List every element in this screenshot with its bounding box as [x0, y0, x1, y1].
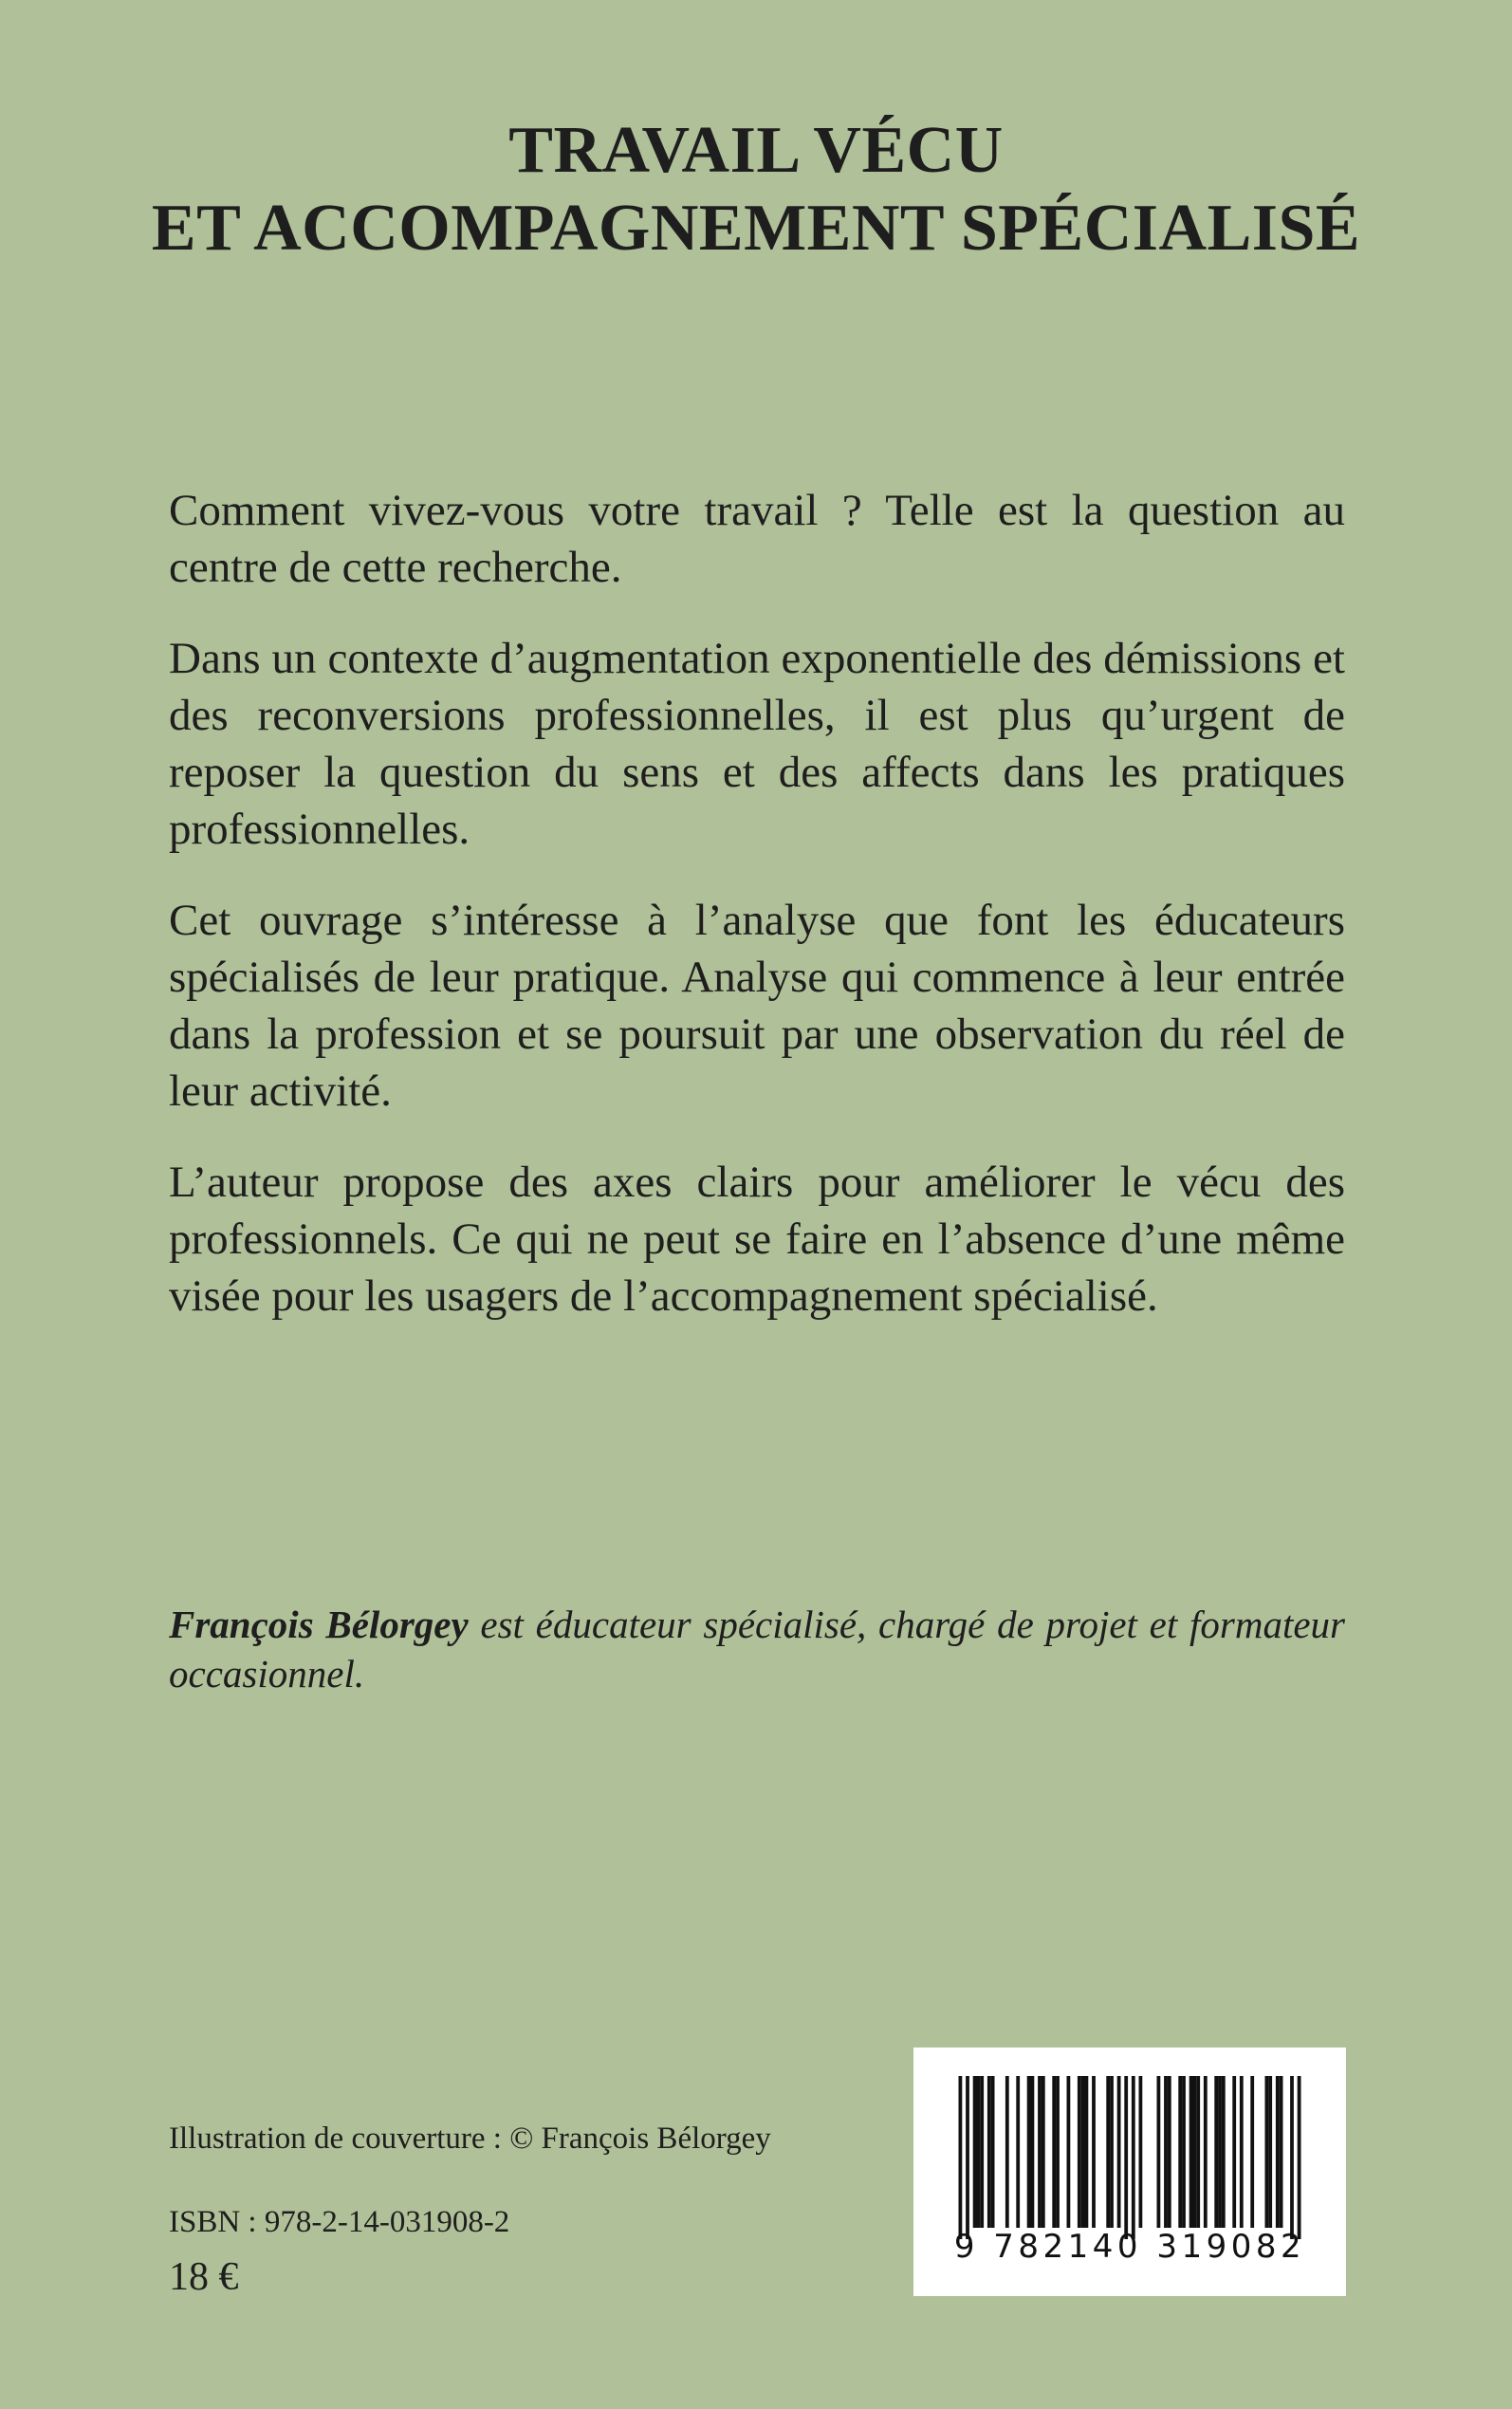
back-cover-blurb — [169, 482, 1345, 1359]
barcode-bar — [1204, 2076, 1208, 2228]
barcode-bar — [1078, 2076, 1081, 2228]
barcode-bar — [991, 2076, 995, 2228]
barcode-bar — [1117, 2076, 1121, 2228]
price: 18 € — [169, 2255, 239, 2299]
author-bio — [169, 1600, 1345, 1698]
barcode-bar — [1124, 2076, 1128, 2239]
barcode-bar — [1027, 2076, 1031, 2228]
barcode-bar — [973, 2076, 977, 2228]
barcode-bar — [1298, 2076, 1301, 2239]
isbn-number: ISBN : 978-2-14-031908-2 — [169, 2205, 510, 2239]
barcode-bar — [1067, 2076, 1071, 2228]
barcode-bar — [1232, 2076, 1236, 2228]
author-name: François Bélorgey — [169, 1603, 469, 1646]
author-description: est éducateur spécialisé, chargé de projet et formateur occasionnel. — [169, 1603, 1345, 1696]
barcode-bar — [1168, 2076, 1171, 2228]
barcode-bar — [1214, 2076, 1218, 2228]
barcode-bar — [1164, 2076, 1168, 2228]
barcode-bar — [1132, 2076, 1135, 2239]
barcode-bar — [1031, 2076, 1035, 2228]
barcode-bar — [980, 2076, 984, 2228]
barcode-bar — [1052, 2076, 1056, 2228]
barcode-bar — [1276, 2076, 1280, 2228]
barcode-bar — [966, 2076, 969, 2239]
barcode-bar — [1038, 2076, 1042, 2228]
barcode-bar — [1016, 2076, 1020, 2228]
illustration-credit: Illustration de couverture : © François Bélorgey — [169, 2122, 771, 2156]
barcode-bar — [987, 2076, 991, 2228]
blurb-paragraph-3: Cet ouvrage s’intéresse à l’analyse que font les éducateurs spécialisés de leur pratique. Analyse qui commence à leur entrée dans la profession et se poursuit par une observation du réel de leur activité. — [169, 896, 1345, 1116]
barcode-bar — [1268, 2076, 1272, 2228]
barcode-bar — [977, 2076, 981, 2228]
barcode-bar — [1240, 2076, 1244, 2228]
book-title-line-1: TRAVAIL VÉCU — [508, 114, 1004, 187]
barcode-bar — [959, 2076, 963, 2239]
barcode-bar — [1290, 2076, 1294, 2239]
barcode-bar — [1218, 2076, 1222, 2228]
blurb-paragraph-4: L’auteur propose des axes clairs pour améliorer le vécu des professionnels. Ce qui ne peut se faire en l’absence d’une même visée pour les usagers de l’accompagnement spécialisé. — [169, 1158, 1345, 1321]
blurb-paragraph-1: Comment vivez-vous votre travail ? Telle est la question au centre de cette recherche. — [169, 486, 1345, 592]
barcode-bar — [1106, 2076, 1110, 2228]
book-title-line-2: ET ACCOMPAGNEMENT SPÉCIALISÉ — [151, 192, 1361, 265]
barcode-bar — [1056, 2076, 1060, 2228]
barcode-bar — [1110, 2076, 1114, 2228]
book-title — [0, 112, 1512, 268]
barcode-bar — [1182, 2076, 1186, 2228]
barcode-bar — [1265, 2076, 1269, 2228]
barcode-bar — [1250, 2076, 1254, 2228]
barcode-bar — [1139, 2076, 1143, 2228]
barcode-bar — [1189, 2076, 1193, 2228]
barcode-bar — [1157, 2076, 1161, 2228]
barcode-bar — [1085, 2076, 1089, 2228]
barcode-bar — [1178, 2076, 1182, 2228]
barcode-bar — [1193, 2076, 1197, 2228]
barcode-bar — [1005, 2076, 1009, 2228]
barcode-bar — [1081, 2076, 1085, 2228]
barcode-digits: 9 782140 319082 — [953, 2228, 1306, 2266]
barcode-bar — [1042, 2076, 1045, 2228]
barcode-bar — [1280, 2076, 1283, 2228]
blurb-paragraph-2: Dans un contexte d’augmentation exponentielle des démissions et des reconversions professionnelles, il est plus qu’urgent de reposer la question du sens et des affects dans les pratiques professionnelles. — [169, 634, 1345, 854]
barcode — [913, 2048, 1346, 2296]
barcode-bar — [1092, 2076, 1096, 2228]
barcode-bar — [1196, 2076, 1200, 2228]
barcode-bar — [1222, 2076, 1226, 2228]
